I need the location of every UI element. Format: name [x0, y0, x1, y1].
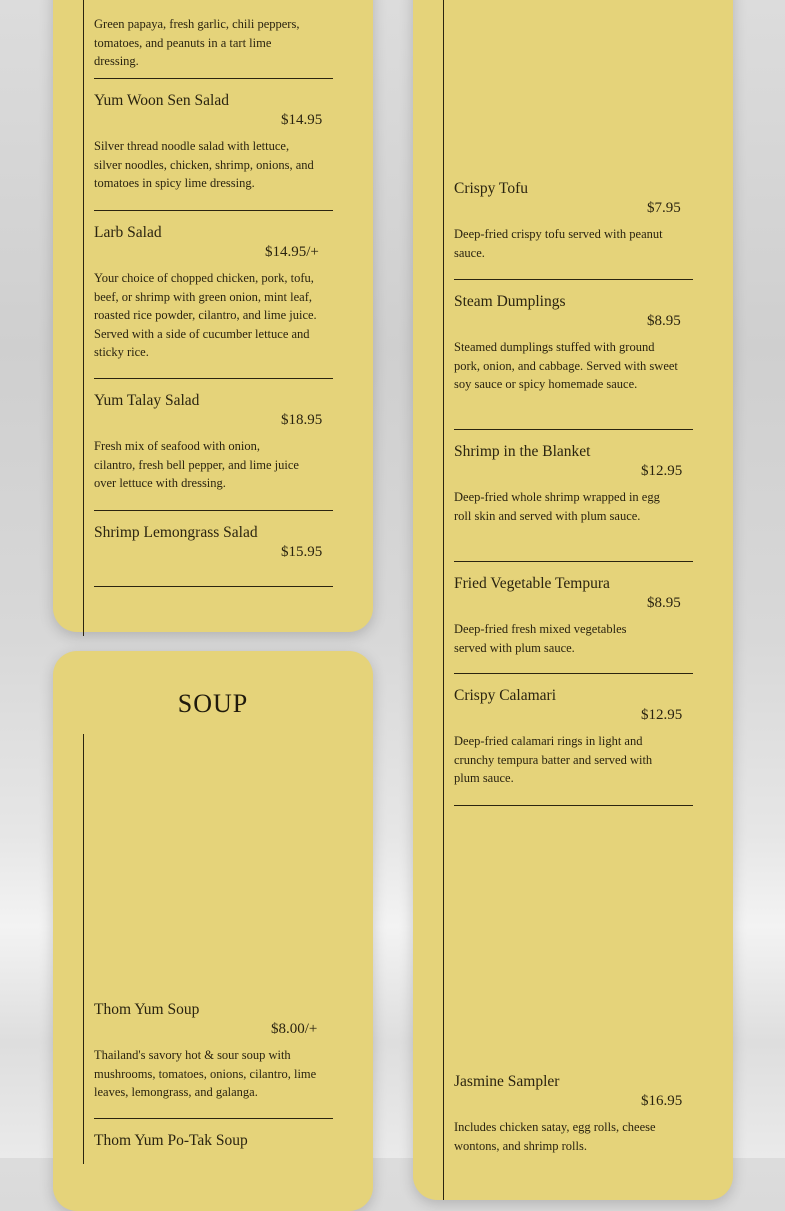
item-description: Green papaya, fresh garlic, chili peppers, tomatoes, and peanuts in a tart lime dressing.	[94, 17, 300, 68]
item-name: Crispy Calamari	[454, 687, 557, 704]
item-name: Larb Salad	[94, 224, 162, 241]
item-description: Deep-fried fresh mixed vegetables served with plum sauce.	[454, 622, 627, 655]
item-name: Shrimp Lemongrass Salad	[94, 524, 258, 541]
item-description: Fresh mix of seafood with onion, cilantro, fresh bell pepper, and lime juice over lettuce with dressing.	[94, 439, 299, 490]
item-price: $14.95	[281, 112, 323, 128]
item-divider	[454, 805, 693, 806]
item-description: Your choice of chopped chicken, pork, tofu, beef, or shrimp with green onion, mint leaf, roasted rice powder, cilantro, and lime juice. Served with a side of cucumber lettuce and sticky rice.	[94, 271, 317, 359]
vertical-rule	[83, 734, 84, 1164]
vertical-rule	[443, 0, 444, 1200]
salad-menu-card	[53, 0, 373, 632]
item-description: Deep-fried whole shrimp wrapped in egg roll skin and served with plum sauce.	[454, 490, 660, 523]
item-divider	[94, 210, 333, 211]
item-price: $12.95	[641, 463, 683, 479]
item-price: $8.95	[647, 313, 681, 329]
section-title: SOUP	[177, 689, 249, 718]
item-name: Crispy Tofu	[454, 180, 528, 197]
item-name: Fried Vegetable Tempura	[454, 575, 610, 592]
item-price: $7.95	[647, 200, 681, 216]
item-divider	[94, 378, 333, 379]
soup-menu-card	[53, 651, 373, 1211]
item-name: Thom Yum Po-Tak Soup	[94, 1132, 248, 1149]
item-name: Yum Talay Salad	[94, 392, 200, 409]
item-divider	[94, 510, 333, 511]
item-description: Deep-fried calamari rings in light and crunchy tempura batter and served with plum sauce.	[454, 734, 653, 785]
item-divider	[94, 1118, 333, 1119]
item-name: Thom Yum Soup	[94, 1001, 200, 1018]
item-name: Yum Woon Sen Salad	[94, 92, 229, 109]
item-divider	[454, 673, 693, 674]
item-price: $18.95	[281, 412, 323, 428]
item-description: Includes chicken satay, egg rolls, cheese wontons, and shrimp rolls.	[454, 1120, 656, 1153]
item-price: $16.95	[641, 1093, 683, 1109]
item-description: Thailand's savory hot & sour soup with mushrooms, tomatoes, onions, cilantro, lime leaves, lemongrass, and galanga.	[94, 1048, 317, 1099]
item-price: $15.95	[281, 544, 323, 560]
item-description: Deep-fried crispy tofu served with peanut sauce.	[454, 227, 663, 260]
vertical-rule	[83, 0, 84, 636]
item-name: Jasmine Sampler	[454, 1073, 560, 1090]
item-price: $8.95	[647, 595, 681, 611]
item-divider	[454, 429, 693, 430]
item-divider	[94, 78, 333, 79]
item-divider	[94, 586, 333, 587]
item-description: Silver thread noodle salad with lettuce, silver noodles, chicken, shrimp, onions, and tomatoes in spicy lime dressing.	[94, 139, 314, 190]
item-name: Steam Dumplings	[454, 293, 566, 310]
item-divider	[454, 279, 693, 280]
item-divider	[454, 561, 693, 562]
item-price: $14.95/+	[265, 244, 319, 260]
item-description: Steamed dumplings stuffed with ground pork, onion, and cabbage. Served with sweet soy sauce or spicy homemade sauce.	[454, 340, 678, 391]
appetizer-menu-card	[413, 0, 733, 1200]
item-price: $8.00/+	[271, 1021, 318, 1037]
item-price: $12.95	[641, 707, 683, 723]
item-name: Shrimp in the Blanket	[454, 443, 591, 460]
